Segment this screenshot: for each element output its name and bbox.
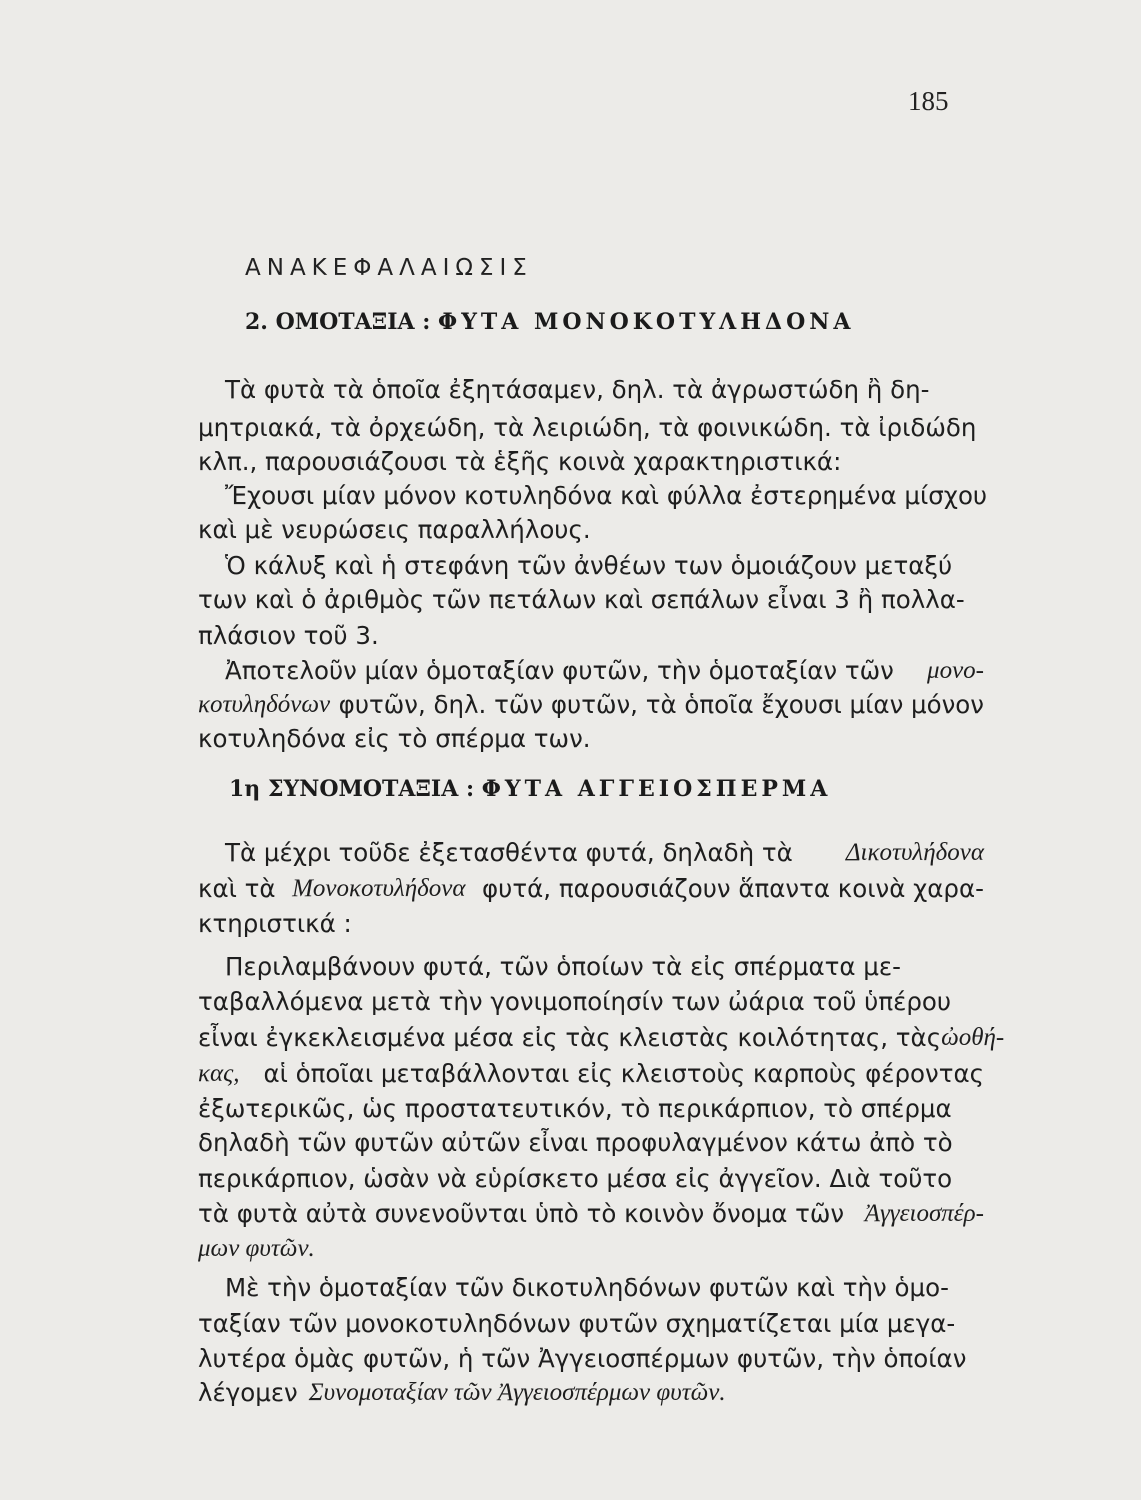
text-line: Τὰ φυτὰ τὰ ὁποῖα ἐξητάσαμεν, δηλ. τὰ ἀγρωστώδη ἢ δη- — [225, 375, 930, 404]
text-line: ταξίαν τῶν μονοκοτυληδόνων φυτῶν σχηματίζεται μία μεγα- — [198, 1309, 956, 1338]
summary-title: ΑΝΑΚΕΦΑΛΑΙΩΣΙΣ — [245, 255, 533, 281]
text-line: Περιλαμβάνουν φυτά, τῶν ὁποίων τὰ εἰς σπέρματα με- — [225, 952, 901, 981]
text-line: ταβαλλόμενα μετὰ τὴν γονιμοποίησίν των ὠάρια τοῦ ὑπέρου — [198, 987, 952, 1016]
text-segment: φυτά, παρουσιάζουν ἅπαντα κοινὰ χαρα- — [482, 874, 984, 903]
italic-term: κας, — [198, 1060, 240, 1087]
text-line: ἐξωτερικῶς, ὡς προστατευτικόν, τὸ περικάρπιον, τὸ σπέρμα — [198, 1094, 952, 1123]
text-line: καὶ μὲ νευρώσεις παραλλήλους. — [198, 515, 591, 544]
text-line: κτηριστικά : — [198, 909, 352, 938]
italic-term: κοτυληδόνων — [198, 691, 331, 718]
text-line: πλάσιον τοῦ 3. — [198, 621, 379, 650]
italic-term: ὠοθή- — [941, 1024, 1005, 1051]
text-line: κοτυληδόνα εἰς τὸ σπέρμα των. — [198, 724, 591, 753]
text-segment: αἱ ὁποῖαι μεταβάλλονται εἰς κλειστοὺς καρποὺς φέροντας — [263, 1059, 984, 1088]
section-heading-monocots — [245, 309, 965, 335]
italic-term: Δικοτυλήδονα — [845, 839, 984, 866]
text-line: μητριακά, τὰ ὀρχεώδη, τὰ λειριώδη, τὰ φοινικώδη. τὰ ἰριδώδη — [198, 413, 977, 442]
italic-term: Συνομοταξίαν τῶν Ἀγγειοσπέρμων φυτῶν. — [308, 1379, 726, 1406]
text-segment: φυτῶν, δηλ. τῶν φυτῶν, τὰ ὁποῖα ἔχουσι μίαν μόνον — [338, 690, 984, 719]
text-line: λυτέρα ὁμὰς φυτῶν, ἡ τῶν Ἀγγειοσπέρμων φυτῶν, τὴν ὁποίαν — [198, 1344, 967, 1373]
text-line — [225, 834, 984, 872]
text-line — [198, 1019, 1005, 1057]
italic-term: Μονοκοτυλήδονα — [292, 875, 466, 902]
text-line: Ἔχουσι μίαν μόνον κοτυληδόνα καὶ φύλλα ἐστερημένα μίσχου — [225, 481, 988, 510]
text-segment: εἶναι ἐγκεκλεισμένα μέσα εἰς τὰς κλειστὰς κοιλότητας, τὰς — [198, 1023, 942, 1052]
text-line — [198, 686, 984, 724]
text-line — [198, 1195, 984, 1233]
page-number: 185 — [908, 86, 949, 116]
text-line: Ὁ κάλυξ καὶ ἡ στεφάνη τῶν ἀνθέων των ὁμοιάζουν μεταξύ — [225, 551, 953, 580]
text-segment: καὶ τὰ — [198, 874, 276, 903]
heading-main: ΦΥΤΑ ΑΓΓΕΙΟΣΠΕΡΜΑ — [481, 776, 832, 802]
text-line — [198, 1230, 984, 1268]
heading-main: ΦΥΤΑ ΜΟΝΟΚΟΤΥΛΗΔΟΝΑ — [438, 309, 855, 335]
text-line: περικάρπιον, ὡσὰν νὰ εὑρίσκετο μέσα εἰς ἀγγεῖον. Διὰ τοῦτο — [198, 1164, 953, 1193]
italic-term: Ἀγγειοσπέρ- — [864, 1200, 984, 1227]
italic-term: μων φυτῶν. — [198, 1235, 315, 1262]
text-line: δηλαδὴ τῶν φυτῶν αὐτῶν εἶναι προφυλαγμένον κάτω ἀπὸ τὸ — [198, 1128, 953, 1157]
text-line — [225, 652, 984, 690]
text-line: Μὲ τὴν ὁμοταξίαν τῶν δικοτυληδόνων φυτῶν καὶ τὴν ὁμο- — [225, 1273, 949, 1302]
heading-prefix: 2. ΟΜΟΤΑΞΙΑ : — [245, 309, 439, 335]
text-line: κλπ., παρουσιάζουσι τὰ ἑξῆς κοινὰ χαρακτηριστικά: — [198, 447, 842, 476]
text-line — [198, 1055, 984, 1093]
text-segment: τὰ φυτὰ αὐτὰ συνενοῦνται ὑπὸ τὸ κοινὸν ὄνομα τῶν — [198, 1199, 845, 1228]
text-segment: Ἀποτελοῦν μίαν ὁμοταξίαν φυτῶν, τὴν ὁμοταξίαν τῶν — [225, 656, 894, 685]
heading-prefix: 1η ΣΥΝΟΜΟΤΑΞΙΑ : — [229, 776, 482, 802]
text-line — [198, 1374, 984, 1412]
text-segment: Τὰ μέχρι τοῦδε ἐξετασθέντα φυτά, δηλαδὴ τὰ — [225, 838, 793, 867]
text-line: των καὶ ὁ ἀριθμὸς τῶν πετάλων καὶ σεπάλων εἶναι 3 ἢ πολλα- — [198, 585, 965, 614]
text-segment: λέγομεν — [198, 1378, 298, 1407]
section-heading-angiosperms — [229, 776, 949, 802]
text-line — [198, 870, 984, 908]
italic-term: μονο- — [927, 657, 984, 684]
